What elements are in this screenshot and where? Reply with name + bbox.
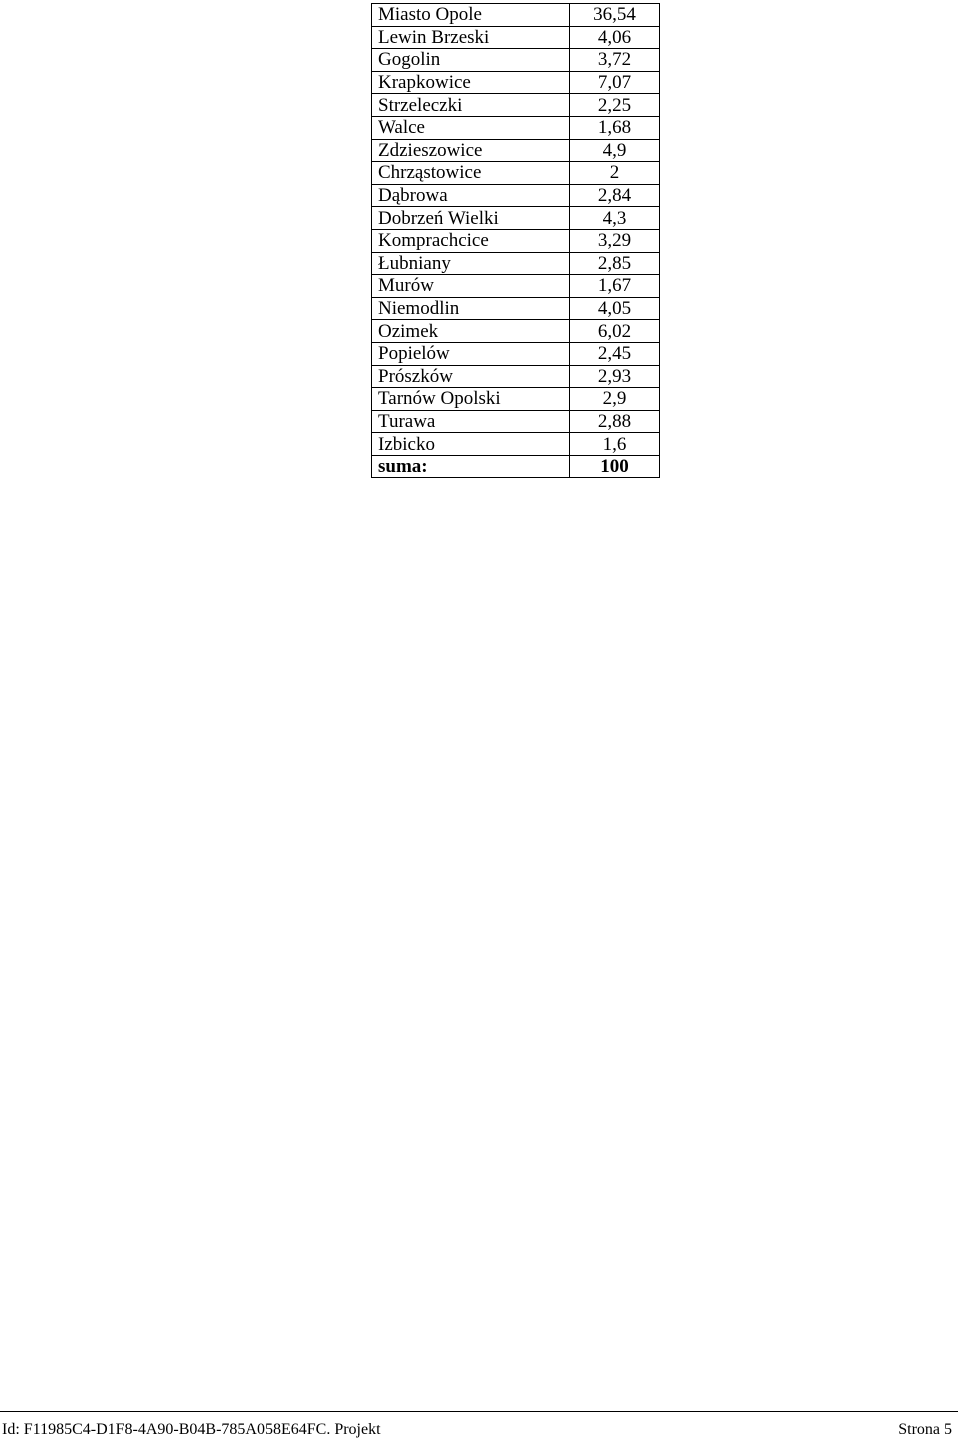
municipality-share-value: 1,67	[570, 275, 660, 298]
municipality-name: Izbicko	[372, 433, 570, 456]
municipality-share-value: 7,07	[570, 71, 660, 94]
table-row	[372, 4, 660, 27]
municipality-name: Niemodlin	[372, 297, 570, 320]
municipality-name: Komprachcice	[372, 229, 570, 252]
table-row	[372, 207, 660, 230]
municipality-share-value: 4,05	[570, 297, 660, 320]
municipality-name: Zdzieszowice	[372, 139, 570, 162]
table-row	[372, 388, 660, 411]
table-row	[372, 342, 660, 365]
table-row	[372, 116, 660, 139]
table-row	[372, 94, 660, 117]
sum-value: 100	[570, 455, 660, 478]
municipality-name: Chrząstowice	[372, 162, 570, 185]
municipality-share-value: 2,88	[570, 410, 660, 433]
table-row	[372, 410, 660, 433]
municipality-name: Tarnów Opolski	[372, 388, 570, 411]
table-row	[372, 252, 660, 275]
municipality-name: Turawa	[372, 410, 570, 433]
share-table-body	[372, 4, 660, 478]
sum-row	[372, 455, 660, 478]
table-row	[372, 49, 660, 72]
municipality-share-value: 2,93	[570, 365, 660, 388]
table-row	[372, 275, 660, 298]
municipality-name: Popielów	[372, 342, 570, 365]
municipality-share-value: 4,3	[570, 207, 660, 230]
municipality-share-value: 4,06	[570, 26, 660, 49]
municipality-share-value: 4,9	[570, 139, 660, 162]
table-row	[372, 139, 660, 162]
municipality-name: Dobrzeń Wielki	[372, 207, 570, 230]
municipality-share-value: 2,84	[570, 184, 660, 207]
table-row	[372, 297, 660, 320]
municipality-share-value: 1,68	[570, 116, 660, 139]
table-row	[372, 365, 660, 388]
municipality-name: Strzeleczki	[372, 94, 570, 117]
municipality-share-value: 2,9	[570, 388, 660, 411]
table-row	[372, 184, 660, 207]
municipality-share-value: 2	[570, 162, 660, 185]
footer-document-id: Id: F11985C4-D1F8-4A90-B04B-785A058E64FC. Projekt	[2, 1421, 381, 1438]
municipality-name: Dąbrowa	[372, 184, 570, 207]
sum-label: suma:	[372, 455, 570, 478]
municipality-name: Krapkowice	[372, 71, 570, 94]
footer-page-number: Strona 5	[898, 1421, 952, 1438]
share-table	[371, 3, 660, 478]
table-row	[372, 320, 660, 343]
table-row	[372, 229, 660, 252]
footer-divider	[0, 1411, 958, 1412]
table-row	[372, 433, 660, 456]
municipality-share-value: 2,85	[570, 252, 660, 275]
municipality-share-value: 2,45	[570, 342, 660, 365]
municipality-name: Ozimek	[372, 320, 570, 343]
municipality-share-value: 3,72	[570, 49, 660, 72]
municipality-name: Miasto Opole	[372, 4, 570, 27]
municipality-share-value: 36,54	[570, 4, 660, 27]
municipality-share-value: 1,6	[570, 433, 660, 456]
table-row	[372, 71, 660, 94]
table-row	[372, 162, 660, 185]
municipality-name: Łubniany	[372, 252, 570, 275]
municipality-share-value: 6,02	[570, 320, 660, 343]
municipality-share-value: 2,25	[570, 94, 660, 117]
municipality-name: Walce	[372, 116, 570, 139]
municipality-name: Prószków	[372, 365, 570, 388]
municipality-name: Gogolin	[372, 49, 570, 72]
municipality-name: Lewin Brzeski	[372, 26, 570, 49]
table-row	[372, 26, 660, 49]
municipality-name: Murów	[372, 275, 570, 298]
municipality-share-value: 3,29	[570, 229, 660, 252]
